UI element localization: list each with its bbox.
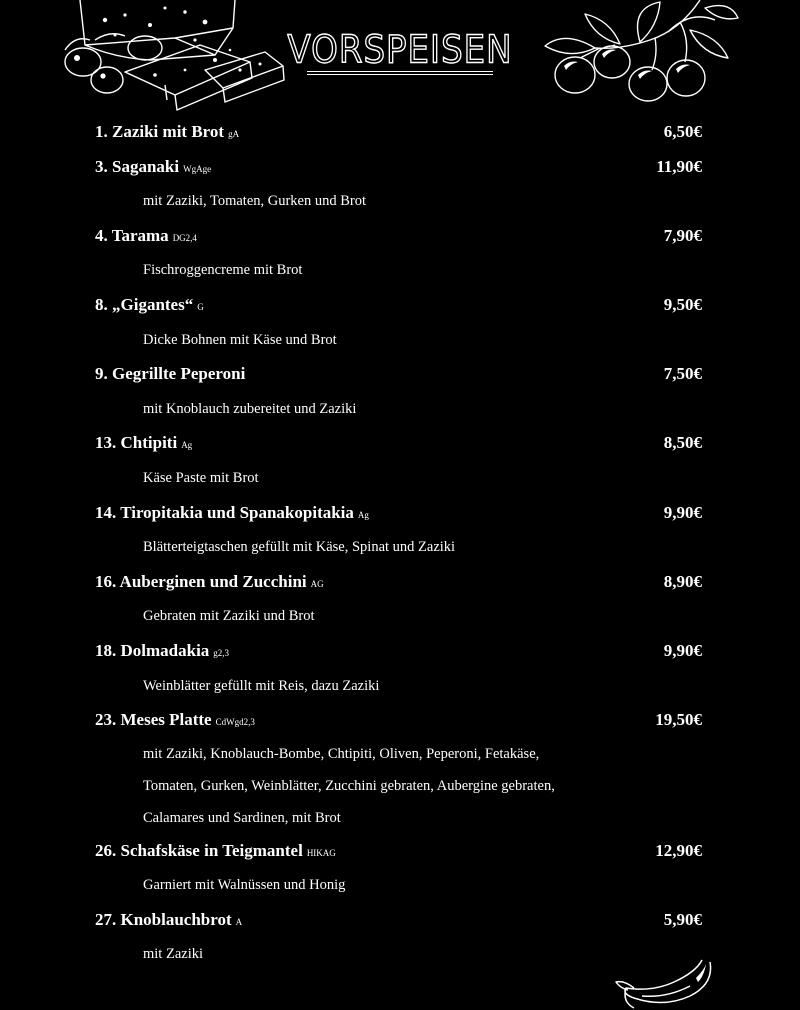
menu-item-name — [95, 634, 229, 671]
menu-item-name-text: 14. Tiropitakia und Spanakopitakia — [95, 502, 354, 522]
menu-item-name — [95, 703, 255, 740]
menu-item-description: mit Knoblauch zubereitet und Zaziki — [143, 400, 357, 417]
menu-item-name-text: 3. Saganaki — [95, 156, 180, 176]
menu-title — [0, 27, 800, 75]
menu-item-allergens: gA — [228, 129, 240, 139]
menu-item-allergens: CdWgd2,3 — [215, 717, 255, 728]
menu-item-row — [95, 357, 702, 392]
menu-item-name-text: 18. Dolmadakia — [95, 640, 210, 660]
menu-list — [95, 115, 702, 972]
menu-item-name-text: 4. Tarama — [95, 225, 169, 245]
menu-item — [95, 903, 702, 972]
menu-item-name-text: 13. Chtipiti — [95, 433, 178, 453]
menu-item-price: 7,50€ — [663, 364, 702, 384]
menu-item — [95, 219, 702, 288]
menu-item-name-text: 1. Zaziki mit Brot — [95, 122, 225, 141]
menu-item-description: Tomaten, Gurken, Weinblätter, Zucchini gebraten, Aubergine gebraten, — [143, 777, 555, 794]
menu-item-description: mit Zaziki — [143, 946, 203, 963]
menu-item-description: Calamares und Sardinen, mit Brot — [143, 809, 341, 826]
menu-item — [95, 634, 702, 703]
menu-item — [95, 288, 702, 357]
menu-item-row — [95, 115, 702, 150]
menu-item-allergens: G — [197, 301, 204, 312]
menu-item-name — [95, 150, 211, 187]
menu-item-price: 8,50€ — [663, 433, 702, 453]
menu-item-row — [95, 150, 702, 185]
menu-item-description: Weinblätter gefüllt mit Reis, dazu Zaziki — [143, 677, 380, 694]
menu-item-row — [95, 903, 702, 938]
menu-item-name — [95, 288, 204, 325]
menu-item-row — [95, 219, 702, 254]
menu-item-row — [95, 634, 702, 669]
menu-item-allergens: WgAge — [183, 163, 212, 174]
menu-item-price: 5,90€ — [663, 909, 702, 929]
menu-item — [95, 426, 702, 495]
menu-item-name — [95, 426, 192, 463]
menu-item-price: 11,90€ — [656, 156, 702, 176]
menu-item-price: 6,50€ — [663, 122, 702, 141]
menu-item-name-text: 9. Gegrillte Peperoni — [95, 364, 246, 384]
menu-item-description: Fischroggencreme mit Brot — [143, 262, 303, 279]
menu-item-name — [95, 496, 369, 533]
menu-item — [95, 565, 702, 634]
menu-item-allergens: HIKAG — [306, 847, 336, 858]
menu-item-price: 19,50€ — [655, 710, 702, 730]
menu-item-name — [95, 565, 324, 602]
menu-item-description: Dicke Bohnen mit Käse und Brot — [143, 331, 337, 348]
menu-item-row — [95, 426, 702, 461]
menu-item-name-text: 8. „Gigantes“ — [95, 294, 194, 314]
menu-item-name — [95, 115, 239, 152]
menu-item — [95, 834, 702, 903]
menu-item — [95, 496, 702, 565]
menu-item-row — [95, 703, 702, 738]
menu-item — [95, 150, 702, 219]
menu-item-name-text: 23. Meses Platte — [95, 710, 212, 730]
menu-item-description: Blätterteigtaschen gefüllt mit Käse, Spinat und Zaziki — [143, 539, 456, 556]
menu-item-name — [95, 219, 197, 256]
menu-item-allergens: AG — [310, 578, 324, 589]
menu-item-price: 9,50€ — [663, 294, 702, 314]
menu-item-name — [95, 903, 242, 940]
menu-item — [95, 703, 702, 834]
menu-item-price: 8,90€ — [663, 571, 702, 591]
menu-item-description: Garniert mit Walnüssen und Honig — [143, 877, 346, 894]
menu-item-description: Gebraten mit Zaziki und Brot — [143, 608, 315, 625]
menu-item-allergens: A — [235, 916, 243, 927]
menu-item — [95, 115, 702, 150]
menu-item-price: 12,90€ — [655, 840, 702, 860]
menu-item-row — [95, 834, 702, 869]
menu-item-allergens: DG2,4 — [172, 232, 197, 243]
menu-item-price: 7,90€ — [663, 225, 702, 245]
menu-item-name — [95, 834, 336, 871]
menu-item-row — [95, 288, 702, 323]
menu-item-description: mit Zaziki, Tomaten, Gurken und Brot — [143, 193, 367, 210]
menu-item — [95, 357, 702, 426]
menu-title-text: VORSPEISEN — [287, 27, 513, 73]
menu-item-row — [95, 565, 702, 600]
menu-item-allergens: Ag — [357, 509, 369, 520]
menu-item-name-text: 16. Auberginen und Zucchini — [95, 571, 307, 591]
menu-item-description: Käse Paste mit Brot — [143, 469, 259, 486]
menu-item-row — [95, 496, 702, 531]
menu-item-name-text: 26. Schafskäse in Teigmantel — [95, 840, 303, 860]
chili-pepper-icon — [612, 958, 716, 1010]
menu-item-allergens: Ag — [181, 440, 193, 451]
menu-item-name-text: 27. Knoblauchbrot — [95, 909, 232, 929]
menu-item-price: 9,90€ — [663, 502, 702, 522]
menu-item-description: mit Zaziki, Knoblauch-Bombe, Chtipiti, Oliven, Peperoni, Fetakäse, — [143, 745, 540, 762]
menu-item-name — [95, 357, 245, 392]
menu-item-price: 9,90€ — [663, 640, 702, 660]
menu-item-allergens: g2,3 — [213, 647, 230, 658]
